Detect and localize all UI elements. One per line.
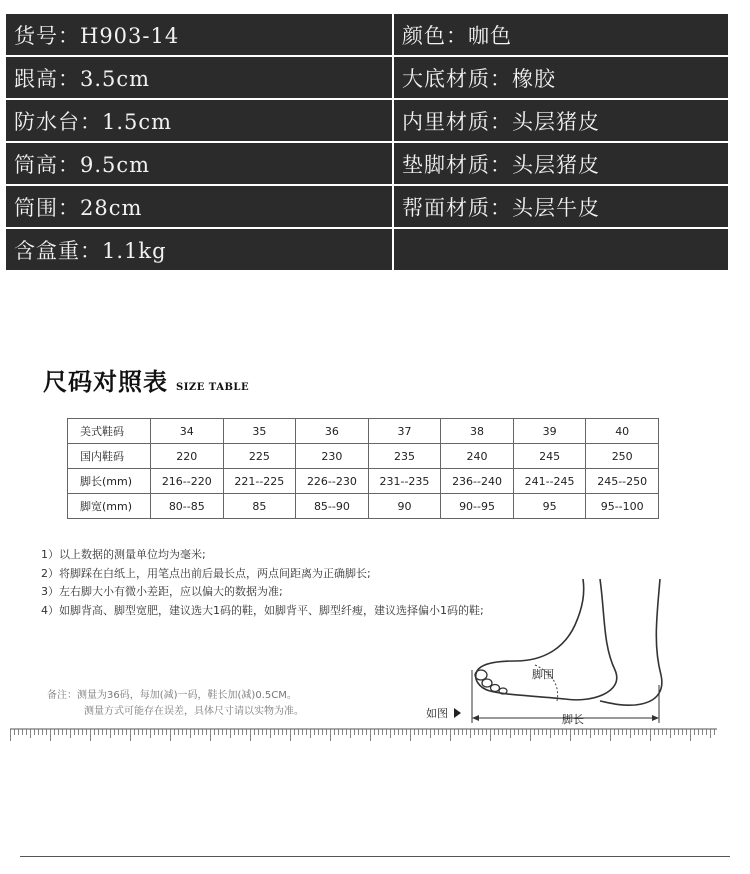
table-cell: 85 — [223, 494, 296, 519]
size-table — [67, 418, 659, 519]
table-cell: 85--90 — [296, 494, 369, 519]
spec-item-lining: 内里材质：头层猪皮 — [394, 100, 728, 141]
product-spec-grid — [6, 14, 728, 270]
table-cell: 240 — [441, 444, 514, 469]
size-table-title-en: SIZE TABLE — [176, 382, 250, 393]
spec-item-weight: 含盒重：1.1kg — [6, 229, 392, 270]
table-row — [68, 419, 659, 444]
table-cell: 225 — [223, 444, 296, 469]
bottom-divider — [20, 856, 730, 857]
note-item: 1）以上数据的测量单位均为毫米; — [41, 548, 206, 561]
table-cell: 221--225 — [223, 469, 296, 494]
row-header: 脚长(mm) — [68, 469, 151, 494]
table-cell: 80--85 — [151, 494, 224, 519]
table-cell: 245 — [513, 444, 586, 469]
play-arrow-icon — [454, 708, 461, 718]
table-cell: 220 — [151, 444, 224, 469]
spec-item-empty — [394, 229, 728, 270]
table-cell: 235 — [368, 444, 441, 469]
table-cell: 226--230 — [296, 469, 369, 494]
spec-item-insole: 垫脚材质：头层猪皮 — [394, 143, 728, 184]
ruler-decoration — [10, 728, 717, 742]
table-cell: 241--245 — [513, 469, 586, 494]
table-cell: 231--235 — [368, 469, 441, 494]
table-cell: 40 — [586, 419, 659, 444]
table-row — [68, 469, 659, 494]
table-cell: 230 — [296, 444, 369, 469]
remark-line: 备注：测量为36码，每加(减)一码，鞋长加(减)0.5CM。 — [47, 690, 297, 701]
table-cell: 90 — [368, 494, 441, 519]
row-header: 脚宽(mm) — [68, 494, 151, 519]
table-row — [68, 494, 659, 519]
spec-item-shaft-height: 筒高：9.5cm — [6, 143, 392, 184]
table-cell: 250 — [586, 444, 659, 469]
table-cell: 35 — [223, 419, 296, 444]
size-table-title — [43, 362, 249, 397]
spec-item-shaft-circumference: 筒围：28cm — [6, 186, 392, 227]
foot-outline-icon — [415, 575, 715, 725]
foot-girth-label: 脚围 — [532, 668, 554, 681]
table-cell: 37 — [368, 419, 441, 444]
table-cell: 245--250 — [586, 469, 659, 494]
table-cell: 95--100 — [586, 494, 659, 519]
table-cell: 90--95 — [441, 494, 514, 519]
row-header: 国内鞋码 — [68, 444, 151, 469]
table-cell: 38 — [441, 419, 514, 444]
spec-item-outsole: 大底材质：橡胶 — [394, 57, 728, 98]
table-cell: 36 — [296, 419, 369, 444]
table-cell: 216--220 — [151, 469, 224, 494]
table-row — [68, 444, 659, 469]
spec-item-platform: 防水台：1.5cm — [6, 100, 392, 141]
note-item: 2）将脚踩在白纸上，用笔点出前后最长点，两点间距离为正确脚长; — [41, 566, 371, 580]
foot-length-label: 脚长 — [562, 713, 584, 726]
table-cell: 39 — [513, 419, 586, 444]
table-cell: 236--240 — [441, 469, 514, 494]
spec-item-upper: 帮面材质：头层牛皮 — [394, 186, 728, 227]
row-header: 美式鞋码 — [68, 419, 151, 444]
size-table-title-zh: 尺码对照表 — [43, 367, 168, 396]
remark — [47, 688, 304, 720]
note-item: 4）如脚背高、脚型宽肥，建议选大1码的鞋，如脚背平、脚型纤瘦，建议选择偏小1码的鞋; — [41, 603, 484, 617]
table-cell: 95 — [513, 494, 586, 519]
spec-item-code: 货号：H903-14 — [6, 14, 392, 55]
foot-measure-figure — [415, 575, 715, 725]
figure-label: 如图 — [426, 707, 448, 720]
remark-line: 测量方式可能存在误差，具体尺寸请以实物为准。 — [84, 706, 304, 717]
spec-item-heel-height: 跟高：3.5cm — [6, 57, 392, 98]
table-cell: 34 — [151, 419, 224, 444]
spec-item-color: 颜色：咖色 — [394, 14, 728, 55]
note-item: 3）左右脚大小有微小差距，应以偏大的数据为准; — [41, 585, 283, 598]
